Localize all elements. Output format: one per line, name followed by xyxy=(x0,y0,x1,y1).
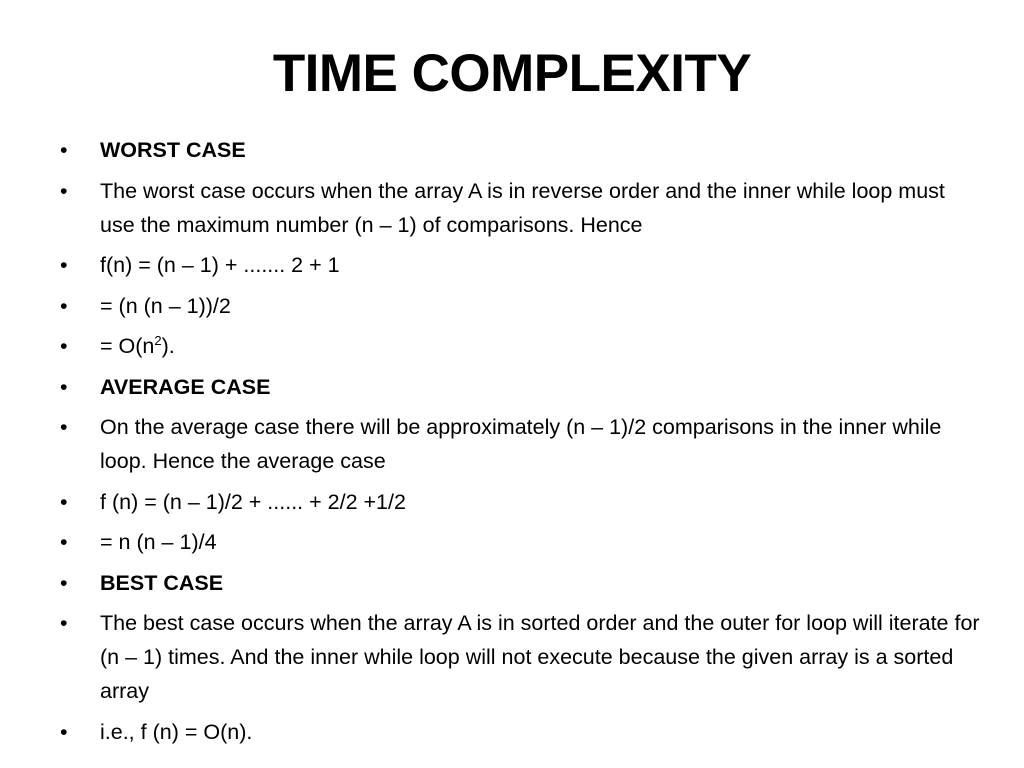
bullet-item-worst-case-description xyxy=(60,174,980,242)
bullet-dot-icon: • xyxy=(60,570,68,595)
bullet-item-average-case-description xyxy=(60,410,980,478)
bullet-item-best-case-description xyxy=(60,606,980,708)
worst-formula-closed: = (n (n – 1))/2 xyxy=(100,293,231,318)
slide-title: TIME COMPLEXITY xyxy=(272,44,752,103)
bullet-dot-icon: • xyxy=(60,178,68,203)
bullet-dot-icon: • xyxy=(60,719,68,744)
bullet-list xyxy=(60,133,980,755)
bullet-item-average-formula-closed xyxy=(60,525,980,559)
worst-big-o-exponent: 2 xyxy=(154,333,162,348)
worst-formula-sum: f(n) = (n – 1) + ....... 2 + 1 xyxy=(100,253,340,277)
average-formula-sum: f (n) = (n – 1)/2 + ...... + 2/2 +1/2 xyxy=(100,489,406,514)
worst-case-description: The worst case occurs when the array A is in reverse order and the inner while loop must use the maximum number (n – 1) of comparisons. Hence xyxy=(100,178,945,237)
bullet-dot-icon: • xyxy=(60,253,68,277)
worst-case-heading: WORST CASE xyxy=(100,138,246,162)
bullet-item-best-case-heading xyxy=(60,566,980,600)
bullet-dot-icon: • xyxy=(60,293,68,318)
bullet-item-worst-big-o xyxy=(60,329,980,363)
bullet-dot-icon: • xyxy=(60,334,68,358)
average-formula-closed: = n (n – 1)/4 xyxy=(100,530,217,554)
average-case-description: On the average case there will be approximately (n – 1)/2 comparisons in the inner while loop. Hence the average case xyxy=(100,415,942,473)
bullet-dot-icon: • xyxy=(60,489,68,514)
bullet-item-average-formula-sum xyxy=(60,485,980,519)
bullet-item-average-case-heading xyxy=(60,370,980,404)
bullet-dot-icon: • xyxy=(60,138,68,162)
bullet-dot-icon: • xyxy=(60,611,68,635)
worst-big-o xyxy=(100,334,175,358)
average-case-heading: AVERAGE CASE xyxy=(100,374,271,399)
bullet-dot-icon: • xyxy=(60,415,68,439)
bullet-item-worst-formula-closed xyxy=(60,289,980,323)
bullet-dot-icon: • xyxy=(60,530,68,554)
best-formula: i.e., f (n) = O(n). xyxy=(100,719,253,744)
bullet-dot-icon: • xyxy=(60,374,68,399)
bullet-item-worst-formula-sum xyxy=(60,248,980,282)
best-case-heading: BEST CASE xyxy=(100,570,224,595)
worst-big-o-tail: ). xyxy=(161,334,175,358)
best-case-description: The best case occurs when the array A is in sorted order and the outer for loop will iterate for (n – 1) times. And the inner while loop will not execute because the given array is a sorted array xyxy=(100,611,980,703)
bullet-item-best-formula xyxy=(60,715,980,749)
bullet-item-worst-case-heading xyxy=(60,133,980,167)
worst-big-o-base: = O(n xyxy=(100,334,155,358)
